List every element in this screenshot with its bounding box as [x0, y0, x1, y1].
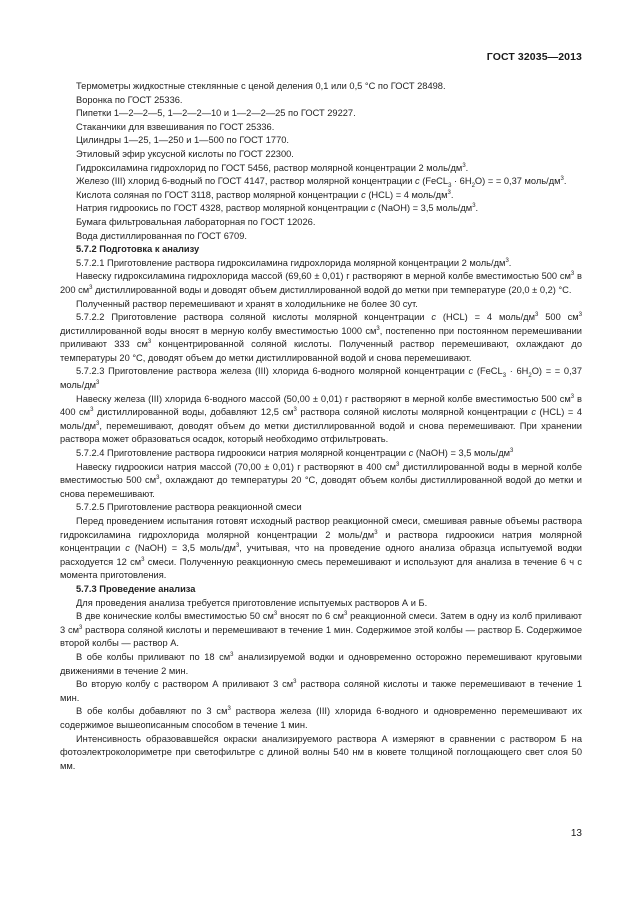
paragraph: 5.7.2 Подготовка к анализу	[76, 244, 200, 255]
paragraph: Натрия гидроокись по ГОСТ 4328, раствор молярной концентрации c (NaOH) = 3,5 моль/$дм^3$.	[76, 203, 479, 214]
paragraph: Перед проведением испытания готовят исходный раствор реакционной смеси, смешивая равные объемы раствора гидроксиламина гидрохлорида молярной концентрации 2 моль/$дм^3$ и раствора гидроокиси натрия молярной концентрации c (NaOH) = 3,5 моль/$дм^3$, учитывая, что на проведение одного анализа образца испытуемой водки расходуется 12 $см^3$ смеси. Полученную реакционную смесь перемешивают и используют для анализа в течение 6 ч с момента приготовления.	[60, 516, 583, 581]
paragraph: 5.7.3 Проведение анализа	[76, 583, 196, 594]
paragraph: 5.7.2.1 Приготовление раствора гидроксиламина гидрохлорида молярной концентрации 2 моль/$дм^3$.	[76, 257, 512, 268]
paragraph: Стаканчики для взвешивания по ГОСТ 25336.	[76, 121, 275, 132]
paragraph: Пипетки 1—2—2—5, 1—2—2—10 и 1—2—2—25 по ГОСТ 29227.	[76, 108, 356, 119]
paragraph: Навеску железа (III) хлорида 6-водного массой (50,00 ± 0,01) г растворяют в мерной колбе вместимостью 500 $см^3$ в 400 $см^3$ дистиллированной воды, добавляют 12,5 $см^3$ раствора соляной кислоты молярной концентрации c (HCL) = 4 моль/$дм^3$, перемешивают, доводят объем до метки дистиллированной водой и снова перемешивают. При хранении раствора может образоваться осадок, который необходимо отфильтровать.	[60, 393, 582, 445]
paragraph: Во вторую колбу с раствором А приливают 3 $см^3$ раствора соляной кислоты и также перемешивают в течение 1 мин.	[60, 679, 582, 703]
document-header-id: ГОСТ 32035—2013	[486, 51, 582, 63]
page-number: 13	[570, 828, 582, 839]
paragraph: Вода дистиллированная по ГОСТ 6709.	[76, 230, 247, 241]
paragraph: Этиловый эфир уксусной кислоты по ГОСТ 22300.	[76, 148, 294, 159]
paragraph: Гидроксиламина гидрохлорид по ГОСТ 5456, раствор молярной концентрации 2 моль/$дм^3$.	[76, 162, 469, 173]
paragraph: 5.7.2.5 Приготовление раствора реакционной смеси	[76, 502, 302, 513]
paragraph: Кислота соляная по ГОСТ 3118, раствор молярной концентрации c (HCL) = 4 моль/$дм^3$.	[76, 189, 454, 200]
paragraph: 5.7.2.4 Приготовление раствора гидроокиси натрия молярной концентрации c (NaOH) = 3,5 моль/$дм^3$	[76, 447, 514, 459]
paragraph: Интенсивность образовавшейся окраски анализируемого раствора А измеряют в сравнении с раствором Б на фотоэлектроколориметре при светофильтре с длиной волны 540 нм в кювете толщиной поглощающего свет слоя 50 мм.	[60, 733, 582, 771]
paragraph: 5.7.2.2 Приготовление раствора соляной кислоты молярной концентрации c (HCL) = 4 моль/$дм^3$ 500 $см^3$ дистиллированной воды вносят в мерную колбу вместимостью 1000 $см^3$, постепенно при постоянном перемешивании приливают 333 $см^3$ концентрированной соляной кислоты. Полученный раствор перемешивают, охлаждают до температуры 20 °С, доводят объем до метки дистиллированной водой и снова перемешивают.	[60, 312, 583, 363]
paragraph: Термометры жидкостные стеклянные с ценой деления 0,1 или 0,5 °С по ГОСТ 28498.	[76, 81, 446, 91]
paragraph: Бумага фильтровальная лабораторная по ГОСТ 12026.	[76, 216, 316, 227]
paragraph: Воронка по ГОСТ 25336.	[76, 94, 183, 105]
paragraph: В обе колбы приливают по 18 $см^3$ анализируемой водки и одновременно осторожно перемешивают круговыми движениями в течение 2 мин.	[60, 651, 582, 676]
document-body	[60, 80, 582, 773]
paragraph: Железо (III) хлорид 6-водный по ГОСТ 4147, раствор молярной концентрации c (FeCL$_3$ · $6H_2O$) = = 0,37 моль/$дм^3$.	[76, 176, 567, 190]
paragraph: Цилиндры 1—25, 1—250 и 1—500 по ГОСТ 1770.	[76, 135, 290, 146]
paragraph: 5.7.2.3 Приготовление раствора железа (III) хлорида 6-водного молярной концентрации c (FeCL$_3$ · $6H_2O$) = = 0,37 моль/$дм^3$	[60, 366, 582, 391]
paragraph: Полученный раствор перемешивают и хранят в холодильнике не более 30 сут.	[76, 298, 418, 309]
paragraph: Навеску гидроокиси натрия массой (70,00 ± 0,01) г растворяют в 400 $см^3$ дистиллированной воды в мерной колбе вместимостью 500 $см^3$, охлаждают до температуры 20 °С, доводят объем колбы дистиллированной водой до метки и снова перемешивают.	[60, 461, 582, 499]
paragraph: Для проведения анализа требуется приготовление испытуемых растворов А и Б.	[76, 597, 428, 608]
paragraph: В обе колбы добавляют по 3 $см^3$ раствора железа (III) хлорида 6-водного и одновременно перемешивают их содержимое вышеописанным способом в течение 1 мин.	[60, 706, 582, 730]
paragraph: Навеску гидроксиламина гидрохлорида массой (69,60 ± 0,01) г растворяют в мерной колбе вместимостью 500 $см^3$ в 200 $см^3$ дистиллированной воды и доводят объем дистиллированной водой до метки при температуре (20,0 ± 0,2) °С.	[60, 271, 582, 295]
paragraph: В две конические колбы вместимостью 50 $см^3$ вносят по 6 $см^3$ реакционной смеси. Затем в одну из колб приливают 3 $см^3$ раствора соляной кислоты и перемешивают в течение 1 мин. Содержимое этой колбы — раствор Б. Содержимое второй колбы — раствор А.	[60, 611, 583, 649]
